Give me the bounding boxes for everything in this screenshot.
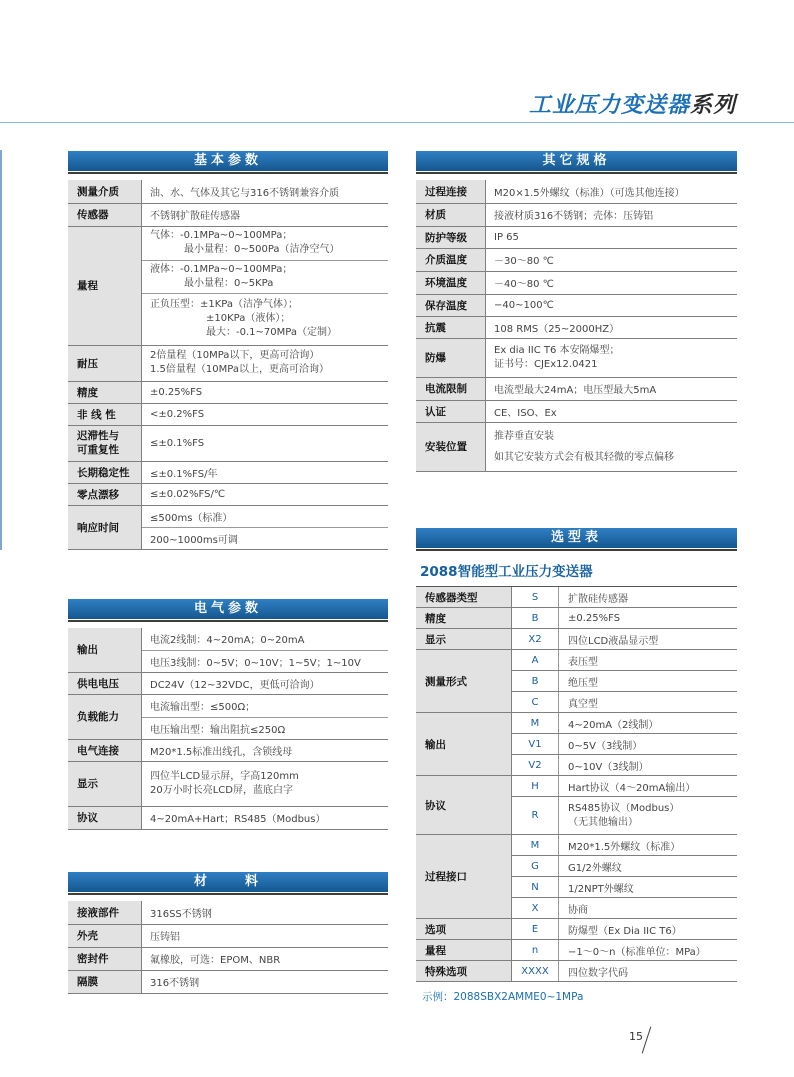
- selection-section: [416, 528, 737, 1004]
- row-label: 负载能力: [68, 694, 142, 739]
- option-code: B: [512, 671, 559, 692]
- row-value: 正负压型：±1KPa（洁净气体）； ±10KPa（液体）； 最大：-0.1~70MPa（定制）: [142, 293, 389, 345]
- row-value: 电压输出型：输出阻抗≤250Ω: [142, 717, 389, 739]
- row-value: 4~20mA+Hart；RS485（Modbus）: [142, 806, 389, 829]
- material-table: [68, 901, 388, 994]
- row-value: CE、ISO、Ex: [486, 400, 738, 422]
- row-label: 显示: [68, 761, 142, 806]
- row-value: 不锈钢扩散硅传感器: [142, 203, 389, 226]
- row-label: 密封件: [68, 947, 142, 970]
- option-desc: 1/2NPT外螺纹: [559, 877, 738, 898]
- row-label: 耐压: [68, 345, 142, 381]
- row-label: 精度: [68, 381, 142, 403]
- row-label: 协议: [68, 806, 142, 829]
- row-value: －40～80 ℃: [486, 271, 738, 294]
- row-value: ≤±0.02%FS/℃: [142, 483, 389, 505]
- row-value: ≤±0.1%FS: [142, 425, 389, 461]
- option-code: X2: [512, 629, 559, 650]
- row-value: M20*1.5标准出线孔，含锁线母: [142, 739, 389, 761]
- row-label: 测量形式: [416, 650, 512, 713]
- option-code: N: [512, 877, 559, 898]
- option-code: X: [512, 898, 559, 919]
- row-value: DC24V（12~32VDC，更低可洽询）: [142, 672, 389, 694]
- option-desc: 防爆型（Ex Dia IIC T6）: [559, 919, 738, 940]
- row-value: 电流输出型：≤500Ω；: [142, 694, 389, 717]
- electrical-params-section: [68, 599, 388, 830]
- row-label: 特殊选项: [416, 961, 512, 982]
- row-value: Ex dia IIC T6 本安隔爆型； 证书号：CJEx12.0421: [486, 338, 738, 377]
- selection-table: [416, 587, 737, 982]
- row-label: 响应时间: [68, 505, 142, 549]
- option-code: S: [512, 587, 559, 608]
- option-desc: 0~5V（3线制）: [559, 734, 738, 755]
- row-label: 输出: [416, 713, 512, 776]
- row-label: 保存温度: [416, 294, 486, 316]
- basic-params-section: [68, 151, 388, 550]
- row-label: 接液部件: [68, 901, 142, 924]
- row-label: 隔膜: [68, 970, 142, 993]
- option-code: M: [512, 835, 559, 856]
- model-title: 2088智能型工业压力变送器: [416, 552, 737, 587]
- option-code: n: [512, 940, 559, 961]
- row-label: 认证: [416, 400, 486, 422]
- option-desc: 绝压型: [559, 671, 738, 692]
- option-desc: 真空型: [559, 692, 738, 713]
- side-accent-bar: [0, 150, 2, 550]
- option-desc: 扩散硅传感器: [559, 587, 738, 608]
- other-specs-heading: 其它规格: [416, 151, 737, 171]
- page-number-slash: [642, 1027, 652, 1054]
- row-label: 选项: [416, 919, 512, 940]
- row-value: 气体：-0.1MPa~0~100MPa； 最小量程：0~500Pa（洁净空气）: [142, 226, 389, 260]
- other-specs-table: [416, 180, 737, 472]
- option-desc: 表压型: [559, 650, 738, 671]
- row-value: ±0.25%FS: [142, 381, 389, 403]
- option-code: R: [512, 797, 559, 835]
- row-label: 防爆: [416, 338, 486, 377]
- row-label: 外壳: [68, 924, 142, 947]
- model-example: 示例：2088SBX2AMME0~1MPa: [422, 991, 584, 1003]
- row-value: 108 RMS（25~2000HZ）: [486, 316, 738, 338]
- row-label: 非 线 性: [68, 403, 142, 425]
- row-value: −40~100℃: [486, 294, 738, 316]
- page-number: 15: [629, 1030, 643, 1043]
- page-title: 工业压力变送器系列: [528, 93, 736, 118]
- row-label: 介质温度: [416, 248, 486, 271]
- selection-heading: 选型表: [416, 528, 737, 548]
- other-specs-section: [416, 151, 737, 472]
- row-label: 量程: [416, 940, 512, 961]
- option-code: E: [512, 919, 559, 940]
- electrical-params-heading: 电气参数: [68, 599, 388, 619]
- basic-params-heading: 基本参数: [68, 151, 388, 171]
- row-value: 推荐垂直安装 如其它安装方式会有极其轻微的零点偏移: [486, 422, 738, 471]
- row-value: 电压3线制：0~5V；0~10V；1~5V；1~10V: [142, 650, 389, 672]
- option-code: A: [512, 650, 559, 671]
- row-label: 传感器类型: [416, 587, 512, 608]
- option-desc: M20*1.5外螺纹（标准）: [559, 835, 738, 856]
- row-label: 环境温度: [416, 271, 486, 294]
- row-label: 迟滞性与 可重复性: [68, 425, 142, 461]
- row-label: 输出: [68, 628, 142, 672]
- row-label: 材质: [416, 203, 486, 226]
- row-label: 电流限制: [416, 377, 486, 400]
- option-code: H: [512, 776, 559, 797]
- row-value: 200~1000ms可调: [142, 527, 389, 549]
- row-value: 316SS不锈钢: [142, 901, 389, 924]
- row-label: 显示: [416, 629, 512, 650]
- material-heading: 材 料: [68, 872, 388, 892]
- option-desc: RS485协议（Modbus） （无其他输出）: [559, 797, 738, 835]
- row-value: 氟橡胶，可选：EPOM、NBR: [142, 947, 389, 970]
- option-desc: G1/2外螺纹: [559, 856, 738, 877]
- row-label: 测量介质: [68, 180, 142, 203]
- row-label: 传感器: [68, 203, 142, 226]
- row-value: －30～80 ℃: [486, 248, 738, 271]
- electrical-params-table: [68, 628, 388, 830]
- row-value: 2倍量程（10MPa以下，更高可洽询） 1.5倍量程（10MPa以上，更高可洽询）: [142, 345, 389, 381]
- option-code: V1: [512, 734, 559, 755]
- row-value: ≤±0.1%FS/年: [142, 461, 389, 483]
- option-code: B: [512, 608, 559, 629]
- option-code: V2: [512, 755, 559, 776]
- row-label: 防护等级: [416, 226, 486, 248]
- option-desc: −1～0～n（标准单位：MPa）: [559, 940, 738, 961]
- row-label: 安装位置: [416, 422, 486, 471]
- row-value: 液体：-0.1MPa~0~100MPa； 最小量程：0~5KPa: [142, 260, 389, 293]
- option-code: C: [512, 692, 559, 713]
- row-label: 抗震: [416, 316, 486, 338]
- option-desc: Hart协议（4～20mA输出）: [559, 776, 738, 797]
- row-label: 长期稳定性: [68, 461, 142, 483]
- row-label: 量程: [68, 226, 142, 345]
- option-desc: 协商: [559, 898, 738, 919]
- option-desc: 四位LCD液晶显示型: [559, 629, 738, 650]
- row-label: 电气连接: [68, 739, 142, 761]
- row-value: 四位半LCD显示屏，字高120mm 20万小时长亮LCD屏，蓝底白字: [142, 761, 389, 806]
- row-label: 过程连接: [416, 180, 486, 203]
- basic-params-table: [68, 180, 388, 550]
- option-desc: 4~20mA（2线制）: [559, 713, 738, 734]
- option-code: G: [512, 856, 559, 877]
- row-label: 零点漂移: [68, 483, 142, 505]
- row-label: 过程接口: [416, 835, 512, 919]
- row-value: 压铸铝: [142, 924, 389, 947]
- option-code: M: [512, 713, 559, 734]
- row-label: 供电电压: [68, 672, 142, 694]
- row-label: 精度: [416, 608, 512, 629]
- row-value: 电流型最大24mA；电压型最大5mA: [486, 377, 738, 400]
- option-desc: 0~10V（3线制）: [559, 755, 738, 776]
- row-value: M20×1.5外螺纹（标准）（可选其他连接）: [486, 180, 738, 203]
- row-value: 电流2线制：4~20mA；0~20mA: [142, 628, 389, 650]
- option-code: XXXX: [512, 961, 559, 982]
- option-desc: ±0.25%FS: [559, 608, 738, 629]
- material-section: [68, 872, 388, 994]
- row-value: 316不锈钢: [142, 970, 389, 993]
- option-desc: 四位数字代码: [559, 961, 738, 982]
- row-label: 协议: [416, 776, 512, 835]
- row-value: 油、水、气体及其它与316不锈钢兼容介质: [142, 180, 389, 203]
- row-value: ≤500ms（标准）: [142, 505, 389, 527]
- row-value: <±0.2%FS: [142, 403, 389, 425]
- row-value: IP 65: [486, 226, 738, 248]
- title-divider: [0, 122, 794, 123]
- row-value: 接液材质316不锈钢；壳体：压铸铝: [486, 203, 738, 226]
